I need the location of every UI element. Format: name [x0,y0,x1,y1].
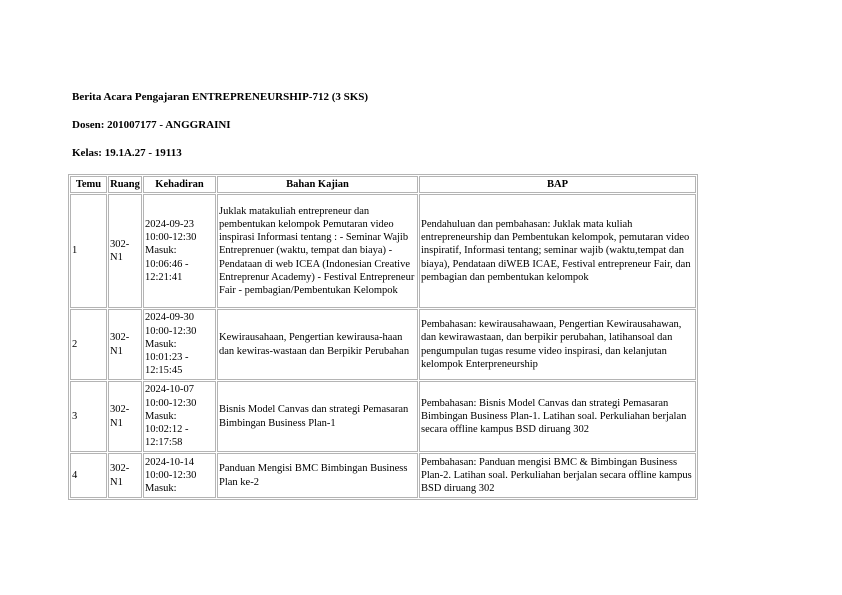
cell-temu: 3 [70,381,107,452]
col-header-bahan-kajian: Bahan Kajian [217,176,418,193]
cell-temu: 2 [70,309,107,380]
cell-bap: Pembahasan: Panduan mengisi BMC & Bimbingan Business Plan-2. Latihan soal. Perkuliahan berjalan secara offline kampus BSD diruang 302 [419,453,696,498]
cell-bahan-kajian: Panduan Mengisi BMC Bimbingan Business Plan ke-2 [217,453,418,498]
cell-kehadiran: 2024-09-30 10:00-12:30 Masuk: 10:01:23 - 12:15:45 [143,309,216,380]
table-row [70,381,696,452]
cell-kehadiran: 2024-10-14 10:00-12:30 Masuk: [143,453,216,498]
cell-kehadiran: 2024-09-23 10:00-12:30 Masuk: 10:06:46 - 12:21:41 [143,194,216,308]
table-row [70,453,696,498]
cell-temu: 1 [70,194,107,308]
table-row [70,194,696,308]
class-line: Kelas: 19.1A.27 - 19113 [72,147,182,159]
cell-bahan-kajian: Kewirausahaan, Pengertian kewirausa-haan dan kewiras-wastaan dan Berpikir Perubahan [217,309,418,380]
cell-bap: Pembahasan: kewirausahawaan, Pengertian Kewirausahawan, dan kewirawastaan, dan berpikir perubahan, latihansoal dan pengumpulan tugas resume video inspirasi, dan kelanjutan kelompok Enterpreneurship [419,309,696,380]
col-header-ruang: Ruang [108,176,142,193]
col-header-kehadiran: Kehadiran [143,176,216,193]
cell-ruang: 302- N1 [108,381,142,452]
col-header-temu: Temu [70,176,107,193]
table-header-row [70,176,696,193]
cell-bahan-kajian: Bisnis Model Canvas dan strategi Pemasaran Bimbingan Business Plan-1 [217,381,418,452]
cell-ruang: 302- N1 [108,309,142,380]
table-row [70,309,696,380]
course-title: Berita Acara Pengajaran ENTREPRENEURSHIP-712 (3 SKS) [72,91,369,103]
cell-ruang: 302- N1 [108,453,142,498]
cell-kehadiran: 2024-10-07 10:00-12:30 Masuk: 10:02:12 - 12:17:58 [143,381,216,452]
cell-bap: Pembahasan: Bisnis Model Canvas dan strategi Pemasaran Bimbingan Business Plan-1. Latihan soal. Perkuliahan berjalan secara offline kampus BSD diruang 302 [419,381,696,452]
cell-temu: 4 [70,453,107,498]
cell-ruang: 302- N1 [108,194,142,308]
cell-bap: Pendahuluan dan pembahasan: Juklak mata kuliah entrepreneurship dan Pembentukan kelompok, pemutaran video inspiratif, Informasi tentang; seminar wajib (waktu,tempat dan biaya), Pendataan diWEB ICAE, Festival entrepreneur Fair, dan pembagian dan pembentukan kelompok [419,194,696,308]
bap-table [68,174,698,500]
lecturer-line: Dosen: 201007177 - ANGGRAINI [72,119,231,131]
cell-bahan-kajian: Juklak matakuliah entrepreneur dan pembentukan kelompok Pemutaran video inspirasi Informasi tentang : - Seminar Wajib Entreprenuer (waktu, tempat dan biaya) - Pendataan di web ICEA (Indonesian Creative Entreprenur Academy) - Festival Entrepreneur Fair - pembagian/Pembentukan Kelompok [217,194,418,308]
col-header-bap: BAP [419,176,696,193]
